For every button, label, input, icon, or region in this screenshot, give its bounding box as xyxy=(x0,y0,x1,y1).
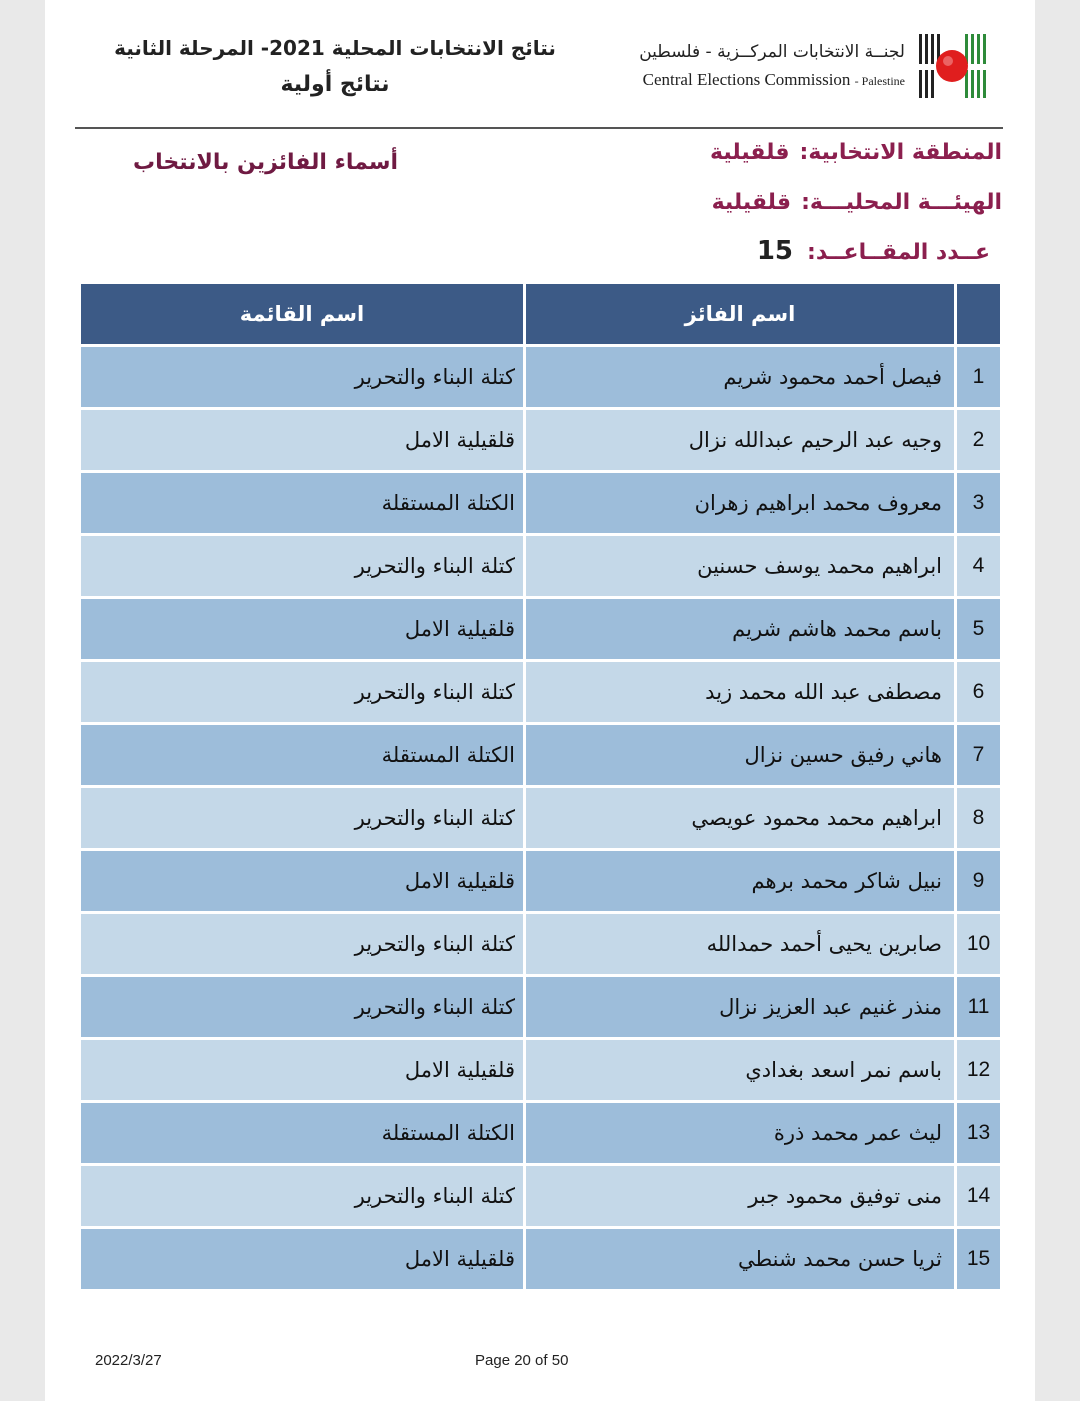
table-row xyxy=(80,724,1002,787)
list-name: كتلة البناء والتحرير xyxy=(80,346,525,409)
winner-name: باسم نمر اسعد بغدادي xyxy=(525,1039,956,1102)
row-number: 6 xyxy=(956,661,1002,724)
header-list-name: اسم القائمة xyxy=(80,283,525,346)
header-divider xyxy=(75,127,1003,129)
list-name: كتلة البناء والتحرير xyxy=(80,976,525,1039)
row-number: 9 xyxy=(956,850,1002,913)
row-number: 2 xyxy=(956,409,1002,472)
cec-logo-icon xyxy=(917,32,987,100)
row-number: 13 xyxy=(956,1102,1002,1165)
table-row xyxy=(80,535,1002,598)
table-row xyxy=(80,1102,1002,1165)
winner-name: منذر غنيم عبد العزيز نزال xyxy=(525,976,956,1039)
row-number: 4 xyxy=(956,535,1002,598)
authority-label: الهيئـــة المحليـــة: xyxy=(801,190,1002,215)
footer-date: 2022/3/27 xyxy=(95,1352,162,1369)
row-number: 15 xyxy=(956,1228,1002,1291)
seats-line xyxy=(757,236,990,266)
results-table xyxy=(78,281,1003,1292)
table-row xyxy=(80,661,1002,724)
table-row xyxy=(80,1165,1002,1228)
list-name: الكتلة المستقلة xyxy=(80,724,525,787)
list-name: الكتلة المستقلة xyxy=(80,1102,525,1165)
row-number: 5 xyxy=(956,598,1002,661)
list-name: قلقيلية الامل xyxy=(80,850,525,913)
header-num xyxy=(956,283,1002,346)
list-name: قلقيلية الامل xyxy=(80,409,525,472)
district-label: المنطقة الانتخابية: xyxy=(799,140,1002,165)
report-title-block xyxy=(100,36,570,97)
seats-label: عــدد المقــاعــد: xyxy=(807,240,990,265)
list-name: قلقيلية الامل xyxy=(80,1228,525,1291)
district-value: قلقيلية xyxy=(710,140,790,165)
winner-name: هاني رفيق حسين نزال xyxy=(525,724,956,787)
table-row xyxy=(80,472,1002,535)
winner-name: ابراهيم محمد يوسف حسنين xyxy=(525,535,956,598)
row-number: 7 xyxy=(956,724,1002,787)
table-row xyxy=(80,409,1002,472)
list-name: كتلة البناء والتحرير xyxy=(80,913,525,976)
report-title: نتائج الانتخابات المحلية 2021- المرحلة الثانية xyxy=(114,36,556,60)
winner-name: منى توفيق محمود جبر xyxy=(525,1165,956,1228)
commission-header xyxy=(587,30,987,102)
winner-name: صابرين يحيى أحمد حمدالله xyxy=(525,913,956,976)
authority-line xyxy=(712,190,1002,215)
table-row xyxy=(80,598,1002,661)
commission-name-arabic: لجنــة الانتخابات المركــزية - فلسطين xyxy=(639,42,905,62)
table-row xyxy=(80,346,1002,409)
winner-name: باسم محمد هاشم شريم xyxy=(525,598,956,661)
district-line xyxy=(710,140,1002,165)
document-page xyxy=(45,0,1035,1401)
winner-name: ثريا حسن محمد شنطي xyxy=(525,1228,956,1291)
row-number: 1 xyxy=(956,346,1002,409)
commission-name-english: Central Elections Commission - Palestine xyxy=(642,70,905,89)
list-name: كتلة البناء والتحرير xyxy=(80,535,525,598)
list-name: قلقيلية الامل xyxy=(80,1039,525,1102)
table-header-row xyxy=(80,283,1002,346)
table-row xyxy=(80,1039,1002,1102)
row-number: 10 xyxy=(956,913,1002,976)
table-row xyxy=(80,850,1002,913)
winner-name: ابراهيم محمد محمود عويصي xyxy=(525,787,956,850)
winner-name: فيصل أحمد محمود شريم xyxy=(525,346,956,409)
winner-name: ليث عمر محمد ذرة xyxy=(525,1102,956,1165)
winners-title: أسماء الفائزين بالانتخاب xyxy=(133,150,399,175)
report-subtitle: نتائج أولية xyxy=(280,72,390,97)
list-name: كتلة البناء والتحرير xyxy=(80,661,525,724)
table-row xyxy=(80,787,1002,850)
row-number: 8 xyxy=(956,787,1002,850)
winner-name: معروف محمد ابراهيم زهران xyxy=(525,472,956,535)
row-number: 11 xyxy=(956,976,1002,1039)
row-number: 14 xyxy=(956,1165,1002,1228)
list-name: قلقيلية الامل xyxy=(80,598,525,661)
list-name: الكتلة المستقلة xyxy=(80,472,525,535)
list-name: كتلة البناء والتحرير xyxy=(80,1165,525,1228)
winner-name: نبيل شاكر محمد برهم xyxy=(525,850,956,913)
seats-value: 15 xyxy=(756,236,794,266)
footer-page-number: Page 20 of 50 xyxy=(475,1352,569,1369)
table-row xyxy=(80,913,1002,976)
row-number: 12 xyxy=(956,1039,1002,1102)
row-number: 3 xyxy=(956,472,1002,535)
winner-name: وجيه عبد الرحيم عبدالله نزال xyxy=(525,409,956,472)
list-name: كتلة البناء والتحرير xyxy=(80,787,525,850)
table-row xyxy=(80,1228,1002,1291)
winner-name: مصطفى عبد الله محمد زيد xyxy=(525,661,956,724)
table-row xyxy=(80,976,1002,1039)
authority-value: قلقيلية xyxy=(711,190,792,215)
header-winner-name: اسم الفائز xyxy=(525,283,956,346)
